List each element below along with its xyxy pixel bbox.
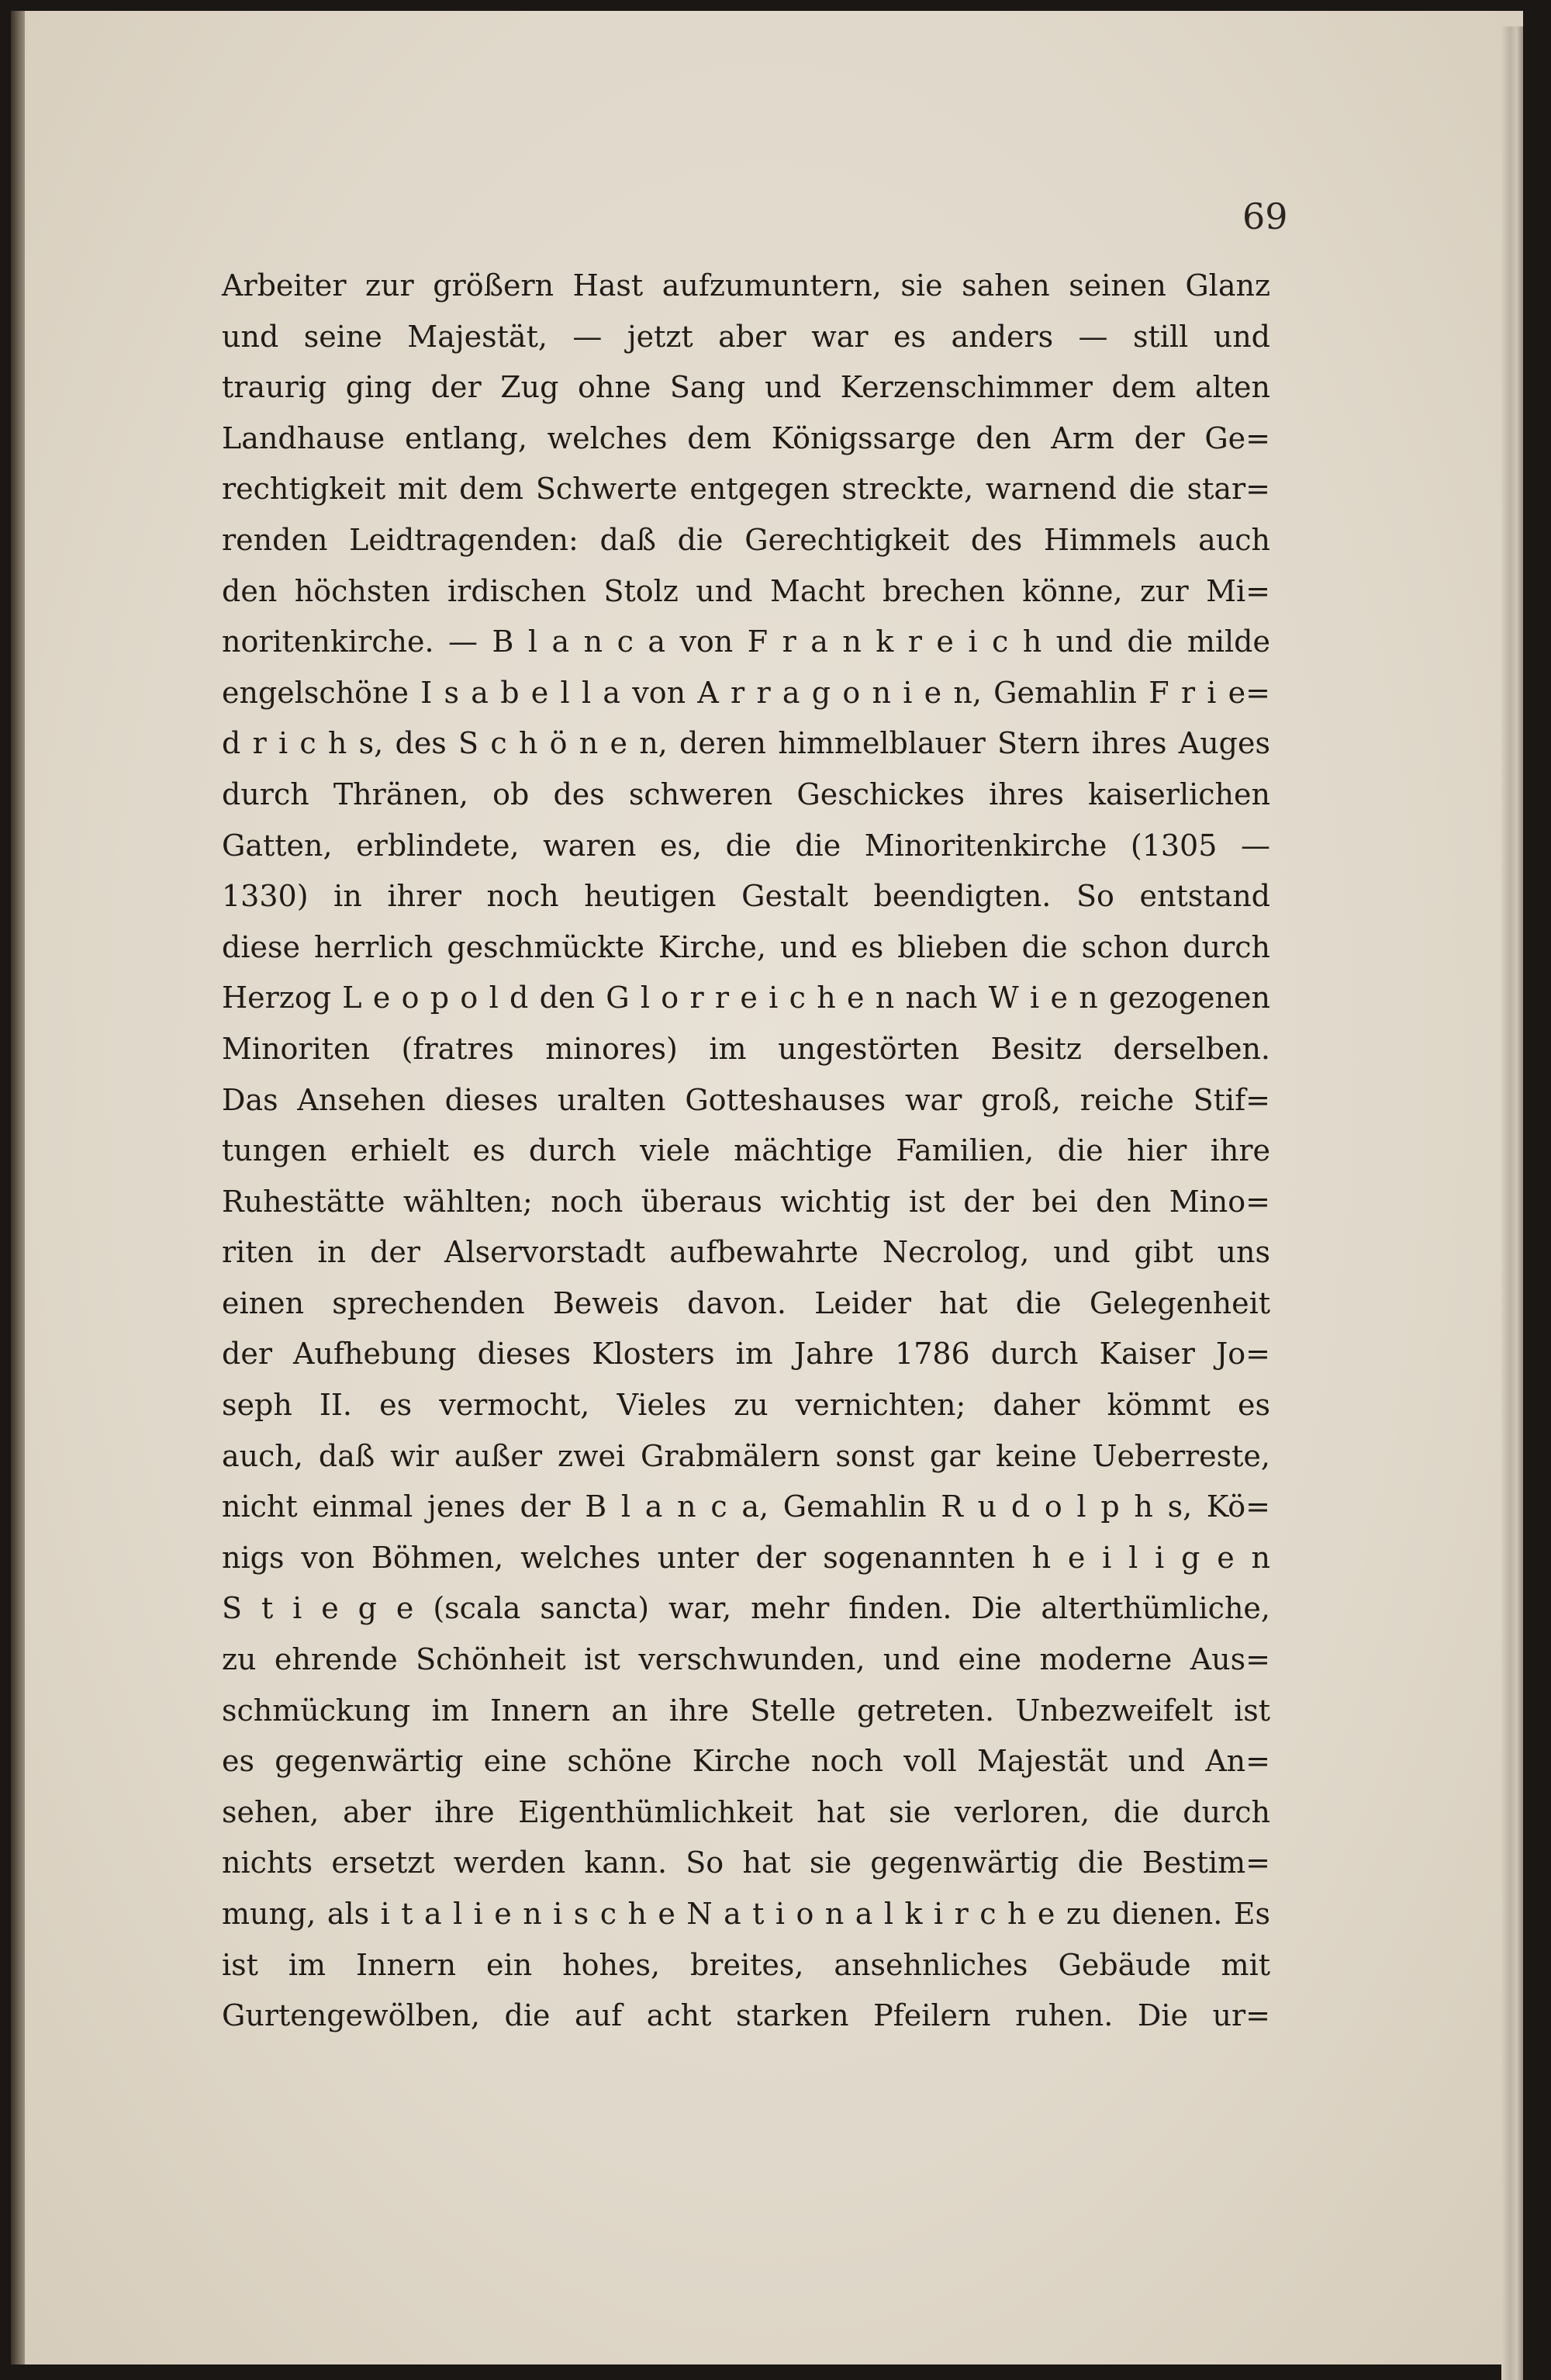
text-line: nichts ersetzt werden kann. So hat sie gegenwärtig die Bestim= <box>222 1846 1270 1880</box>
text-line: traurig ging der Zug ohne Sang und Kerzenschimmer dem alten <box>222 370 1270 405</box>
text-line: nicht einmal jenes der B l a n c a, Gemahlin R u d o l p h s, Kö= <box>222 1489 1270 1524</box>
text-line: zu ehrende Schönheit ist verschwunden, und eine moderne Aus= <box>222 1642 1270 1677</box>
text-line: Landhause entlang, welches dem Königssarge den Arm der Ge= <box>222 420 1270 455</box>
text-line: es gegenwärtig eine schöne Kirche noch voll Majestät und An= <box>222 1744 1270 1779</box>
text-line: rechtigkeit mit dem Schwerte entgegen streckte, warnend die star= <box>222 472 1270 507</box>
text-line: mung, als i t a l i e n i s c h e N a t i o n a l k i r c h e zu dienen. Es <box>222 1897 1270 1931</box>
text-line: riten in der Alservorstadt aufbewahrte Necrolog, und gibt uns <box>222 1235 1270 1270</box>
text-line: 1330) in ihrer noch heutigen Gestalt beendigten. So entstand <box>222 879 1270 914</box>
text-line: Minoriten (fratres minores) im ungestörten Besitz derselben. <box>222 1031 1270 1066</box>
text-line: einen sprechenden Beweis davon. Leider hat die Gelegenheit <box>222 1285 1270 1320</box>
text-line: Gatten, erblindete, waren es, die die Minoritenkirche (1305 — <box>222 828 1270 863</box>
text-line: auch, daß wir außer zwei Grabmälern sonst gar keine Ueberreste, <box>222 1438 1270 1473</box>
text-line: durch Thränen, ob des schweren Geschickes ihres kaiserlichen <box>222 777 1270 811</box>
text-line: nigs von Böhmen, welches unter der sogenannten h e i l i g e n <box>222 1540 1270 1575</box>
text-line: den höchsten irdischen Stolz und Macht brechen könne, zur Mi= <box>222 573 1270 608</box>
body-text <box>222 261 1270 2042</box>
text-line: diese herrlich geschmückte Kirche, und es blieben die schon durch <box>222 929 1270 964</box>
text-line: Gurtengewölben, die auf acht starken Pfeilern ruhen. Die ur= <box>222 1998 1270 2033</box>
text-line: engelschöne I s a b e l l a von A r r a g o n i e n, Gemahlin F r i e= <box>222 675 1270 710</box>
text-line: seph II. es vermocht, Vieles zu vernichten; daher kömmt es <box>222 1388 1270 1423</box>
text-line: tungen erhielt es durch viele mächtige Familien, die hier ihre <box>222 1133 1270 1168</box>
text-line: Herzog L e o p o l d den G l o r r e i c h e n nach W i e n gezogenen <box>222 981 1270 1015</box>
text-line: noritenkirche. — B l a n c a von F r a n k r e i c h und die milde <box>222 624 1270 659</box>
page-number: 69 <box>1242 195 1288 237</box>
book-spine-shadow <box>11 11 25 2364</box>
text-line: renden Leidtragenden: daß die Gerechtigkeit des Himmels auch <box>222 522 1270 557</box>
text-line: ist im Innern ein hohes, breites, ansehnliches Gebäude mit <box>222 1947 1270 1982</box>
text-line: d r i c h s, des S c h ö n e n, deren himmelblauer Stern ihres Auges <box>222 726 1270 761</box>
book-page <box>11 11 1523 2364</box>
page-edge <box>1501 26 1523 2380</box>
text-line: Das Ansehen dieses uralten Gotteshauses war groß, reiche Stif= <box>222 1082 1270 1117</box>
text-line: sehen, aber ihre Eigenthümlichkeit hat sie verloren, die durch <box>222 1794 1270 1829</box>
text-line: schmückung im Innern an ihre Stelle getreten. Unbezweifelt ist <box>222 1693 1270 1728</box>
text-line: der Aufhebung dieses Klosters im Jahre 1786 durch Kaiser Jo= <box>222 1337 1270 1372</box>
text-line: Ruhestätte wählten; noch überaus wichtig ist der bei den Mino= <box>222 1184 1270 1219</box>
text-line: Arbeiter zur größern Hast aufzumuntern, sie sahen seinen Glanz <box>222 268 1270 303</box>
text-line: S t i e g e (scala sancta) war, mehr finden. Die alterthümliche, <box>222 1591 1270 1626</box>
text-line: und seine Majestät, — jetzt aber war es anders — still und <box>222 319 1270 354</box>
